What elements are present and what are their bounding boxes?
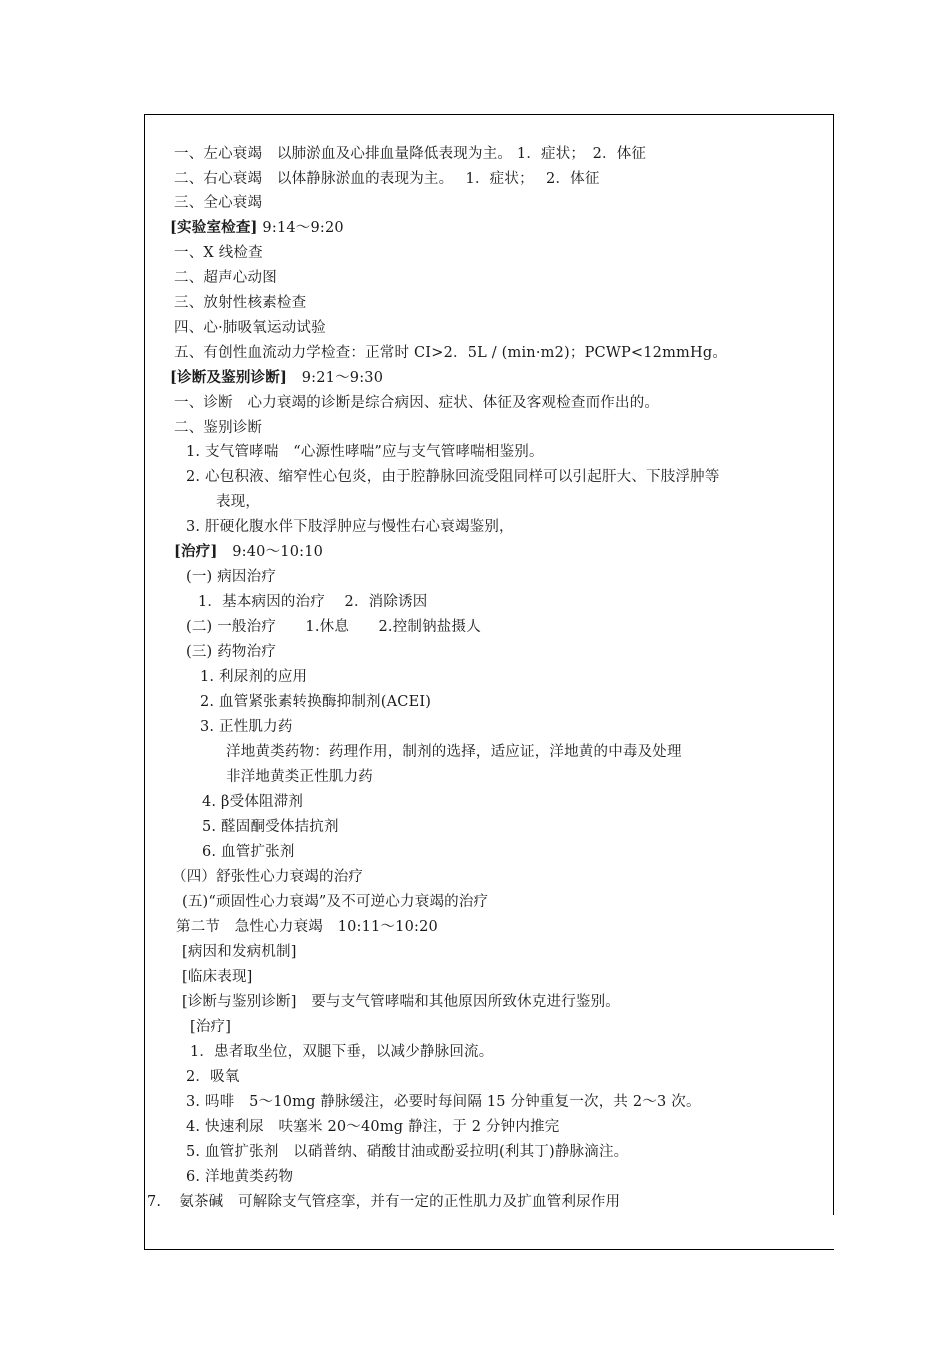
text-line: 二、鉴别诊断 (174, 420, 263, 436)
text-line: 三、全心衰竭 (174, 195, 263, 211)
text-line (147, 1193, 620, 1211)
section-heading-label: [诊断及鉴别诊断] (170, 369, 288, 386)
text-line: 3. 吗啡 5～10mg 静脉缓注，必要时每间隔 15 分钟重复一次，共 2～3 次。 (186, 1094, 701, 1110)
text-line: 2. 血管紧张素转换酶抑制剂(ACEI) (200, 694, 432, 710)
text-line: (三) 药物治疗 (186, 644, 277, 660)
text-line: 2. 心包积液、缩窄性心包炎，由于腔静脉回流受阻同样可以引起肝大、下肢浮肿等 (186, 469, 720, 485)
frame-right-border (833, 114, 834, 1215)
text-line: [病因和发病机制] (182, 944, 297, 960)
frame-left-border (144, 114, 145, 1250)
text-line: 二、超声心动图 (174, 270, 277, 286)
text-line: 二、右心衰竭 以体静脉淤血的表现为主。 1．症状； 2．体征 (174, 171, 600, 187)
text-line: 一、左心衰竭 以肺淤血及心排血量降低表现为主。 1．症状； 2．体征 (174, 146, 647, 162)
text-line: 3. 肝硬化腹水伴下肢浮肿应与慢性右心衰竭鉴别， (186, 519, 514, 535)
section-heading (170, 369, 383, 387)
section-time: 9:14～9:20 (257, 220, 344, 236)
frame-bottom-border (144, 1249, 834, 1250)
section-time: 9:21～9:30 (287, 370, 384, 386)
text-line: 5. 血管扩张剂 以硝普纳、硝酸甘油或酚妥拉明(利其丁)静脉滴注。 (186, 1144, 629, 1160)
item-text: 氨茶碱 可解除支气管痉挛，并有一定的正性肌力及扩血管利尿作用 (179, 1194, 621, 1210)
text-line: 3. 正性肌力药 (200, 719, 293, 735)
text-line: (五)“顽固性心力衰竭”及不可逆心力衰竭的治疗 (182, 894, 489, 910)
text-line: 第二节 急性心力衰竭 10:11～10:20 (176, 919, 438, 935)
text-line: [诊断与鉴别诊断] 要与支气管哮喘和其他原因所致休克进行鉴别。 (182, 994, 621, 1010)
text-line: [临床表现] (182, 969, 253, 985)
item-number: 7. (147, 1194, 162, 1210)
text-line: 一、X 线检查 (174, 245, 263, 261)
text-line: 4. 快速利尿 呋塞米 20～40mg 静注，于 2 分钟内推完 (186, 1119, 560, 1135)
text-line: 1．基本病因的治疗 2．消除诱因 (198, 594, 428, 610)
text-line: [治疗] (190, 1019, 232, 1035)
text-line: (二) 一般治疗 1.休息 2.控制钠盐摄人 (186, 619, 481, 635)
text-line: 1. 支气管哮喘 “心源性哮喘”应与支气管哮喘相鉴别。 (186, 444, 544, 460)
text-line: 4. β受体阻滞剂 (202, 794, 304, 810)
text-line: 五、有创性血流动力学检查：正常时 CI>2．5L / (min·m2)；PCWP<12mmHg。 (174, 345, 728, 361)
text-line: 表现， (216, 494, 261, 510)
section-heading-label: [实验室检查] (170, 219, 258, 236)
text-line: 四、心·肺吸氧运动试验 (174, 320, 326, 336)
text-line: 1．患者取坐位，双腿下垂，以减少静脉回流。 (190, 1044, 494, 1060)
text-line: 1. 利尿剂的应用 (200, 669, 308, 685)
text-line: (一) 病因治疗 (186, 569, 277, 585)
text-line: 三、放射性核素检查 (174, 295, 307, 311)
frame-top-border (144, 114, 834, 115)
section-time: 9:40～10:10 (217, 544, 324, 560)
text-line: 非洋地黄类正性肌力药 (226, 769, 373, 785)
text-line: 洋地黄类药物：药理作用，制剂的选择，适应证，洋地黄的中毒及处理 (226, 744, 682, 760)
section-heading-label: [治疗] (174, 543, 218, 560)
section-heading (174, 543, 323, 561)
text-line: 一、诊断 心力衰竭的诊断是综合病因、症状、体征及客观检查而作出的。 (174, 395, 660, 411)
text-line: 6. 洋地黄类药物 (186, 1169, 294, 1185)
text-line: 5. 醛固酮受体拮抗剂 (202, 819, 339, 835)
text-line: 2．吸氧 (186, 1069, 240, 1085)
section-heading (170, 219, 344, 237)
text-line: （四）舒张性心力衰竭的治疗 (172, 869, 364, 885)
text-line: 6. 血管扩张剂 (202, 844, 295, 860)
